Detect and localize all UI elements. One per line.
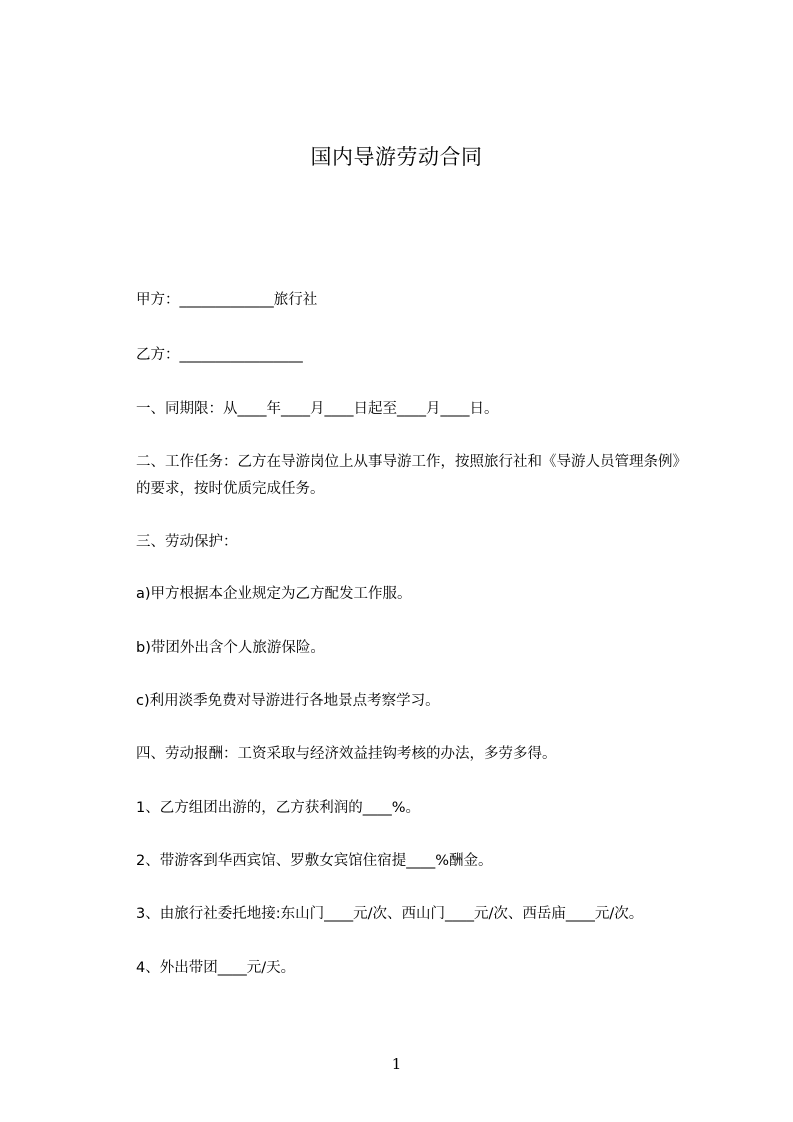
work-task-clause: 二、工作任务：乙方在导游岗位上从事导游工作，按照旅行社和《导游人员管理条例》的要求，按时优质完成任务。 — [136, 454, 680, 497]
page-number: 1 — [391, 1055, 402, 1073]
protection-item-a: a)甲方根据本企业规定为乙方配发工作服。 — [136, 586, 412, 602]
remuneration-item-1: 1、乙方组团出游的，乙方获利润的____%。 — [136, 800, 421, 816]
remuneration-item-3: 3、由旅行社委托地接:东山门____元/次、西山门____元/次、西岳庙____元/次。 — [136, 906, 644, 922]
remuneration-clause: 四、劳动报酬：工资采取与经济效益挂钩考核的办法，多劳多得。 — [136, 746, 557, 762]
remuneration-item-2: 2、带游客到华西宾馆、罗敷女宾馆住宿提____%酬金。 — [136, 853, 493, 869]
party-b-line: 乙方：_________________ — [136, 347, 303, 363]
contract-term-clause: 一、同期限：从____年____月____日起至____月____日。 — [136, 401, 499, 417]
party-a-line: 甲方：_____________旅行社 — [136, 292, 318, 308]
labor-protection-heading: 三、劳动保护： — [136, 534, 238, 550]
document-title: 国内导游劳动合同 — [310, 145, 483, 169]
protection-item-b: b)带团外出含个人旅游保险。 — [136, 640, 325, 656]
remuneration-item-4: 4、外出带团____元/天。 — [136, 960, 296, 976]
protection-item-c: c)利用淡季免费对导游进行各地景点考察学习。 — [136, 693, 440, 709]
